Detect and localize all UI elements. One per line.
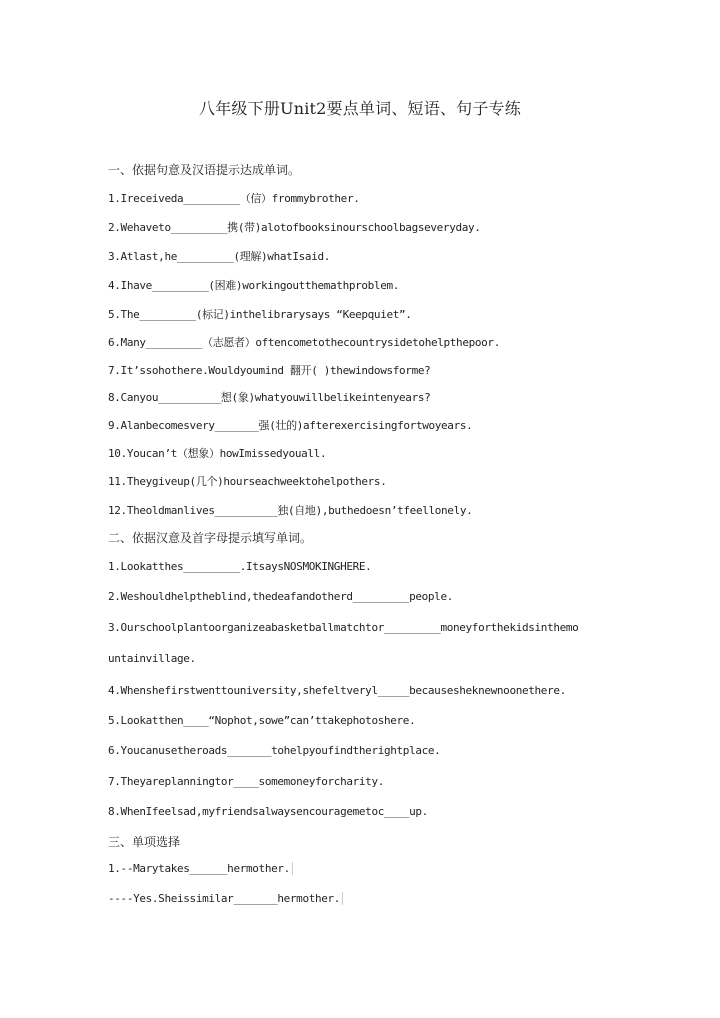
exercise-item: 7.It’ssohothere.Wouldyoumind 翻开( )thewindowsforme? [108, 364, 431, 377]
question-text: 1.--Marytakes______hermother. [108, 862, 293, 875]
exercise-item: 6.Youcanusetheroads_______tohelpyoufindtherightplace. [108, 744, 441, 757]
exercise-item: 4.Whenshefirstwenttouniversity,shefeltveryl_____becausesheknewnoonethere. [108, 684, 566, 697]
exercise-item: 7.Theyareplanningtor____somemoneyforcharity. [108, 775, 384, 788]
exercise-item: 5.The_________(标记)inthelibrarysays “Keepquiet”. [108, 308, 412, 321]
exercise-item: 11.Theygiveup(几个)hourseachweektohelpothers. [108, 475, 387, 488]
section-3-heading: 三、单项选择 [108, 835, 181, 849]
exercise-item: 1.Ireceiveda_________（信）frommybrother. [108, 192, 360, 205]
exercise-item: 2.Weshouldhelptheblind,thedeafandotherd_________people. [108, 590, 453, 603]
question-text: ----Yes.Sheissimilar_______hermother. [108, 892, 343, 905]
exercise-item: untainvillage. [108, 652, 196, 665]
exercise-item: 3.Ourschoolplantoorganizeabasketballmatchtor_________moneyforthekidsinthemo [108, 621, 579, 634]
exercise-item [108, 862, 293, 875]
exercise-item: 6.Many_________（志愿者）oftencometothecountrysidetohelpthepoor. [108, 336, 500, 349]
document-title: 八年级下册Unit2要点单词、短语、句子专练 [199, 99, 521, 118]
exercise-item: 5.Lookatthen____“Nophot,sowe”can’ttakephotoshere. [108, 714, 416, 727]
exercise-item: 10.Youcan’t（想象）howImissedyouall. [108, 447, 327, 460]
exercise-item [108, 892, 343, 905]
exercise-item: 9.Alanbecomesvery_______强(壮的)afterexercisingfortwoyears. [108, 419, 473, 432]
exercise-item: 8.Canyou__________想(象)whatyouwillbelikeintenyears? [108, 391, 431, 404]
exercise-item: 12.Theoldmanlives__________独(自地),buthedoesn’tfeellonely. [108, 504, 473, 517]
exercise-item: 2.Wehaveto_________携(带)alotofbooksinourschoolbagseveryday. [108, 221, 481, 234]
section-2-heading: 二、依据汉意及首字母提示填写单词。 [108, 531, 313, 545]
exercise-item: 4.Ihave_________(困难)workingoutthemathproblem. [108, 279, 400, 292]
exercise-item: 1.Lookatthes_________.ItsaysNOSMOKINGHERE. [108, 560, 372, 573]
section-1-heading: 一、依据句意及汉语提示达成单词。 [108, 163, 301, 177]
exercise-item: 8.WhenIfeelsad,myfriendsalwaysencouragemetoc____up. [108, 805, 428, 818]
exercise-item: 3.Atlast,he_________(理解)whatIsaid. [108, 250, 331, 263]
